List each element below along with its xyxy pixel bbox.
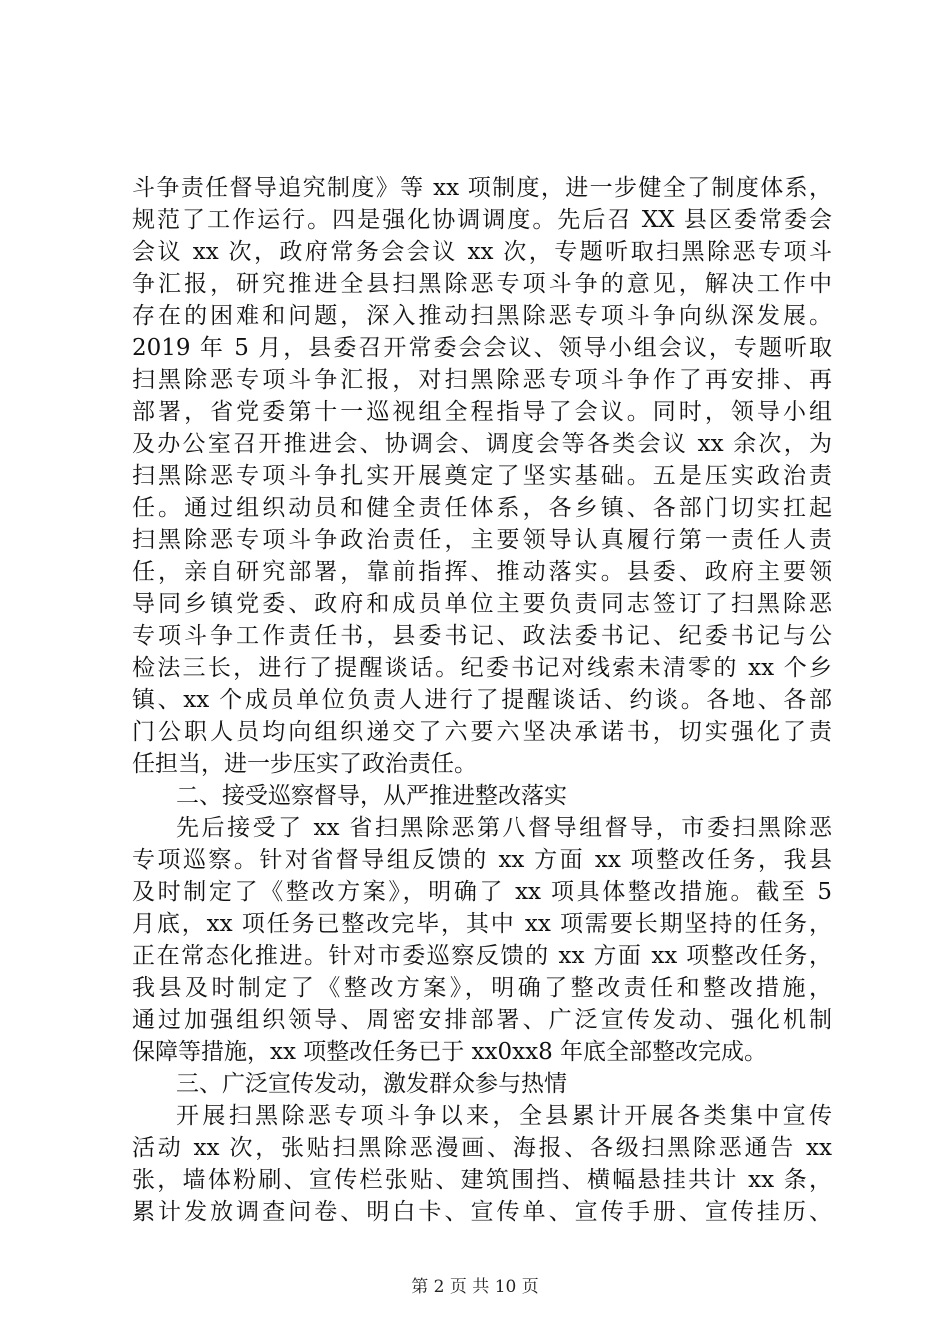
section-heading: 三、广泛宣传发动，激发群众参与热情 [176,1071,567,1097]
text-line: 正在常态化推进。针对市委巡察反馈的 xx 方面 xx 项整改任务， [132,943,832,969]
text-line: 规范了工作运行。四是强化协调调度。先后召 XX 县区委常委会 [132,207,832,233]
body-text [132,172,832,1228]
text-line: 任。通过组织动员和健全责任体系，各乡镇、各部门切实扛起 [132,495,832,521]
section-heading: 二、接受巡察督导，从严推进整改落实 [176,783,567,809]
text-line: 2019 年 5 月，县委召开常委会会议、领导小组会议，专题听取 [132,335,832,361]
text-line: 争汇报，研究推进全县扫黑除恶专项斗争的意见，解决工作中 [132,271,832,297]
text-line: 及办公室召开推进会、协调会、调度会等各类会议 xx 余次，为 [132,431,832,457]
text-line: 扫黑除恶专项斗争汇报，对扫黑除恶专项斗争作了再安排、再 [132,367,832,393]
text-line: 扫黑除恶专项斗争扎实开展奠定了坚实基础。五是压实政治责 [132,463,832,489]
text-line: 我县及时制定了《整改方案》，明确了整改责任和整改措施， [132,975,832,1001]
text-line: 开展扫黑除恶专项斗争以来，全县累计开展各类集中宣传 [176,1103,832,1129]
text-line: 先后接受了 xx 省扫黑除恶第八督导组督导，市委扫黑除恶 [176,815,832,841]
text-line: 活动 xx 次，张贴扫黑除恶漫画、海报、各级扫黑除恶通告 xx [132,1135,832,1161]
text-line: 月底，xx 项任务已整改完毕，其中 xx 项需要长期坚持的任务， [132,911,832,937]
text-line: 镇、xx 个成员单位负责人进行了提醒谈话、约谈。各地、各部 [132,687,832,713]
text-line: 任，亲自研究部署，靠前指挥、推动落实。县委、政府主要领 [132,559,832,585]
text-line: 导同乡镇党委、政府和成员单位主要负责同志签订了扫黑除恶 [132,591,832,617]
text-line: 会议 xx 次，政府常务会会议 xx 次，专题听取扫黑除恶专项斗 [132,239,832,265]
text-line: 部署，省党委第十一巡视组全程指导了会议。同时，领导小组 [132,399,832,425]
text-line: 通过加强组织领导、周密安排部署、广泛宣传发动、强化机制 [132,1007,832,1033]
text-line: 任担当，进一步压实了政治责任。 [132,751,477,777]
text-line: 及时制定了《整改方案》，明确了 xx 项具体整改措施。截至 5 [132,879,832,905]
text-line: 累计发放调查问卷、明白卡、宣传单、宣传手册、宣传挂历、 [132,1199,832,1225]
text-line: 专项巡察。针对省督导组反馈的 xx 方面 xx 项整改任务，我县 [132,847,832,873]
text-line: 扫黑除恶专项斗争政治责任，主要领导认真履行第一责任人责 [132,527,832,553]
text-line: 专项斗争工作责任书，县委书记、政法委书记、纪委书记与公 [132,623,832,649]
text-line: 保障等措施，xx 项整改任务已于 xx0xx8 年底全部整改完成。 [132,1039,768,1065]
text-line: 存在的困难和问题，深入推动扫黑除恶专项斗争向纵深发展。 [132,303,832,329]
text-line: 斗争责任督导追究制度》等 xx 项制度，进一步健全了制度体系， [132,175,832,201]
text-line: 门公职人员均向组织递交了六要六坚决承诺书，切实强化了责 [132,719,832,745]
text-line: 检法三长，进行了提醒谈话。纪委书记对线索未清零的 xx 个乡 [132,655,832,681]
page-number-footer: 第 2 页 共 10 页 [411,1277,539,1297]
text-line: 张，墙体粉刷、宣传栏张贴、建筑围挡、横幅悬挂共计 xx 条， [132,1167,832,1193]
